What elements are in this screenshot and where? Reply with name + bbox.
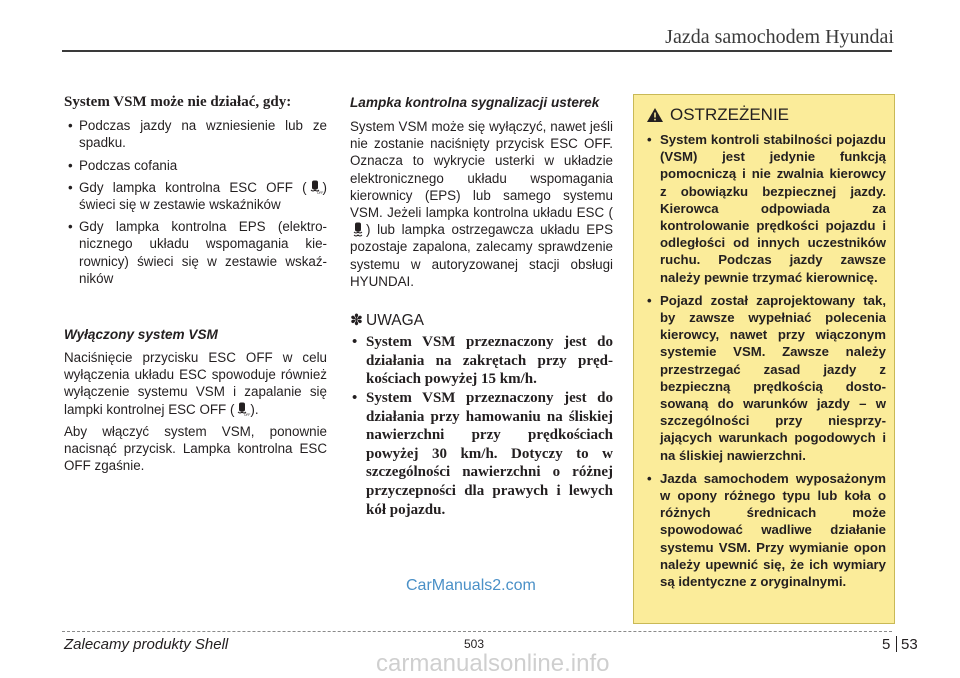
warning-title: OSTRZEŻENIE [670, 105, 790, 124]
footer-rule [62, 631, 892, 632]
column-left [64, 94, 327, 479]
list-item: • System VSM przeznaczony jest do działania na zakrętach przy prędkościach powyżej 15 km/h. [352, 334, 613, 388]
subheading-malfunction-lamp: Lampka kontrolna sygnalizacji usterek [350, 95, 600, 110]
paragraph-text-post: ) lub lampka ostrzegawcza układu EPS pozostaje zapalona, zalecamy sprawdzenie systemu w autoryzowanej stacji obsługi HYUNDAI. [350, 222, 613, 289]
paragraph-text-post: ). [250, 401, 259, 417]
warning-box [633, 94, 895, 624]
asterisk-icon: ✽ [350, 312, 363, 330]
list-item: • Gdy lampka kontrolna EPS (elektronicznego układu wspomagania kierownicy) świeci się w zestawie wskaźników [68, 219, 327, 286]
header-rule [62, 50, 892, 52]
list-item-text: Podczas jazdy na wzniesienie lub ze spadku. [79, 118, 327, 151]
svg-text:OFF: OFF [316, 190, 323, 195]
list-item: • Gdy lampka kontrolna ESC OFF ( OFF ) świeci się w zestawie wskaźników [68, 179, 327, 213]
list-item-text: System VSM przeznaczony jest do działania przy hamowaniu na śliskiej nawierzchni przy prędkościach powyżej 30 km/h. Dotyczy to w szczególności nawierzchni o różnej przyczepności dla prawych i lewych kół pojazdu. [366, 390, 613, 518]
note-title: UWAGA [366, 312, 424, 330]
list-item-text-pre: Gdy lampka kontrolna ESC OFF ( [79, 179, 307, 195]
list-item: • Pojazd został zaprojektowany tak, by zawsze wypełniać polecenia kierowcy, nawet przy wiączonym systemie VSM. Zawsze należy przestrzegać zasad jazdy z bezpieczną prędkością dostosowaną do warunków jazdy – w szczególności przy niesprzyjających warunkach pogodowych i na śliskiej nawierzchni. [647, 292, 886, 463]
footer-text: Zalecamy produkty Shell [64, 636, 229, 653]
bottom-watermark[interactable]: carmanualsonline.info [376, 650, 610, 677]
warning-list [646, 131, 886, 590]
section-number: 5 [882, 636, 891, 653]
column-middle [350, 94, 613, 519]
list-item: • Jazda samochodem wyposażonym w opony różnego typu lub koła o różnych średnicach może spowodować wadliwe działanie systemu VSM. Przy wymianie opon należy upewnić się, że ich wymiary są identyczne z oryginalnymi. [647, 470, 886, 590]
paragraph-text-pre: System VSM może się wyłączyć, nawet jeśli nie zostanie naciśnięty przycisk ESC OFF. Oznacza to wykrycie usterki w układzie elektronicznego układu wspomagania kierownicy (EPS) lub samego systemu VSM. Jeżeli lampka kontrolna układu ESC ( [350, 119, 613, 221]
list-item-text: Jazda samochodem wyposażonym w opony różnego typu lub koła o różnych średnicach może spowodować wadliwe działanie systemu VSM. Przy wymianie opon należy upewnić się, że ich wymiary są identyczne z oryginalnymi. [660, 470, 886, 590]
list-item-text: System kontroli stabilności pojazdu (VSM) jest jedynie funkcją pomocniczą i nie zwalnia kierowcy z obowiązku bezpiecznej jazdy. Kierowca odpowiada za kontrolowanie prędkości pojazdu i odległości od innych uczestników ruchu. Podczas jazdy zawsze należy pewnie trzymać kierownicę. [660, 132, 886, 285]
section-separator [896, 636, 897, 652]
subheading-vsm-off: Wyłączony system VSM [64, 327, 218, 343]
note-list [350, 333, 613, 519]
paragraph-text-pre: Naciśnięcie przycisku ESC OFF w celu wyłączenia układu ESC spowoduje również wyłączenie systemu VSM i zapalanie się lampki kontrolnej ESC OFF ( [64, 350, 327, 417]
section-heading-vsm: System VSM może nie działać, gdy: [64, 94, 292, 110]
list-item: • System kontroli stabilności pojazdu (VSM) jest jedynie funkcją pomocniczą i nie zwalnia kierowcy z obowiązku bezpiecznej jazdy. Kierowca odpowiada za kontrolowanie prędkości pojazdu i odległości od innych uczestników ruchu. Podczas jazdy zawsze należy pewnie trzymać kierownicę. [647, 132, 886, 285]
esc-off-icon [309, 180, 321, 194]
watermark-link[interactable]: CarManuals2.com [406, 577, 536, 594]
running-header-title: Jazda samochodem Hyundai [665, 26, 894, 48]
note-heading [350, 312, 613, 329]
paragraph-malfunction [350, 118, 613, 290]
list-item-text: System VSM przeznaczony jest do działania na zakrętach przy prędkościach powyżej 15 km/h. [366, 334, 613, 388]
vsm-conditions-list [64, 117, 327, 287]
list-item: • System VSM przeznaczony jest do działania przy hamowaniu na śliskiej nawierzchni przy prędkościach powyżej 30 km/h. Dotyczy to w szczególności nawierzchni o różnej przyczepności dla prawych i lewych kół pojazdu. [352, 390, 613, 518]
warning-heading [646, 105, 886, 125]
section-page-number: 53 [901, 636, 918, 653]
esc-indicator-icon [352, 222, 364, 236]
svg-text:OFF: OFF [244, 412, 251, 417]
list-item: • Podczas cofania [68, 157, 178, 173]
list-item-text-post: ) świeci się w zestawie wskaźników [79, 179, 327, 213]
paragraph-vsm-on: Aby włączyć system VSM, ponownie nacisnąć przycisk. Lampka kontrolna ESC OFF zgaśnie. [64, 423, 327, 474]
list-item-text: Pojazd został zaprojektowany tak, by zawsze wypełniać polecenia kierowcy, nawet przy wiączonym systemie VSM. Zawsze należy przestrzegać zasad jazdy z bezpieczną prędkością dostosowaną do warunków jazdy – w szczególności przy niesprzyjających warunkach pogodowych i na śliskiej nawierzchni. [660, 292, 886, 463]
warning-triangle-icon [646, 107, 664, 123]
list-item-text: Podczas cofania [79, 157, 178, 173]
list-item: • Podczas jazdy na wzniesienie lub ze spadku. [68, 118, 327, 151]
page-number: 503 [464, 637, 485, 651]
list-item-text: Gdy lampka kontrolna EPS (elektronicznego układu wspomagania kierownicy) świeci się w zestawie wskaźników [79, 219, 327, 286]
paragraph-vsm-off [64, 349, 327, 418]
esc-off-icon [236, 402, 251, 417]
